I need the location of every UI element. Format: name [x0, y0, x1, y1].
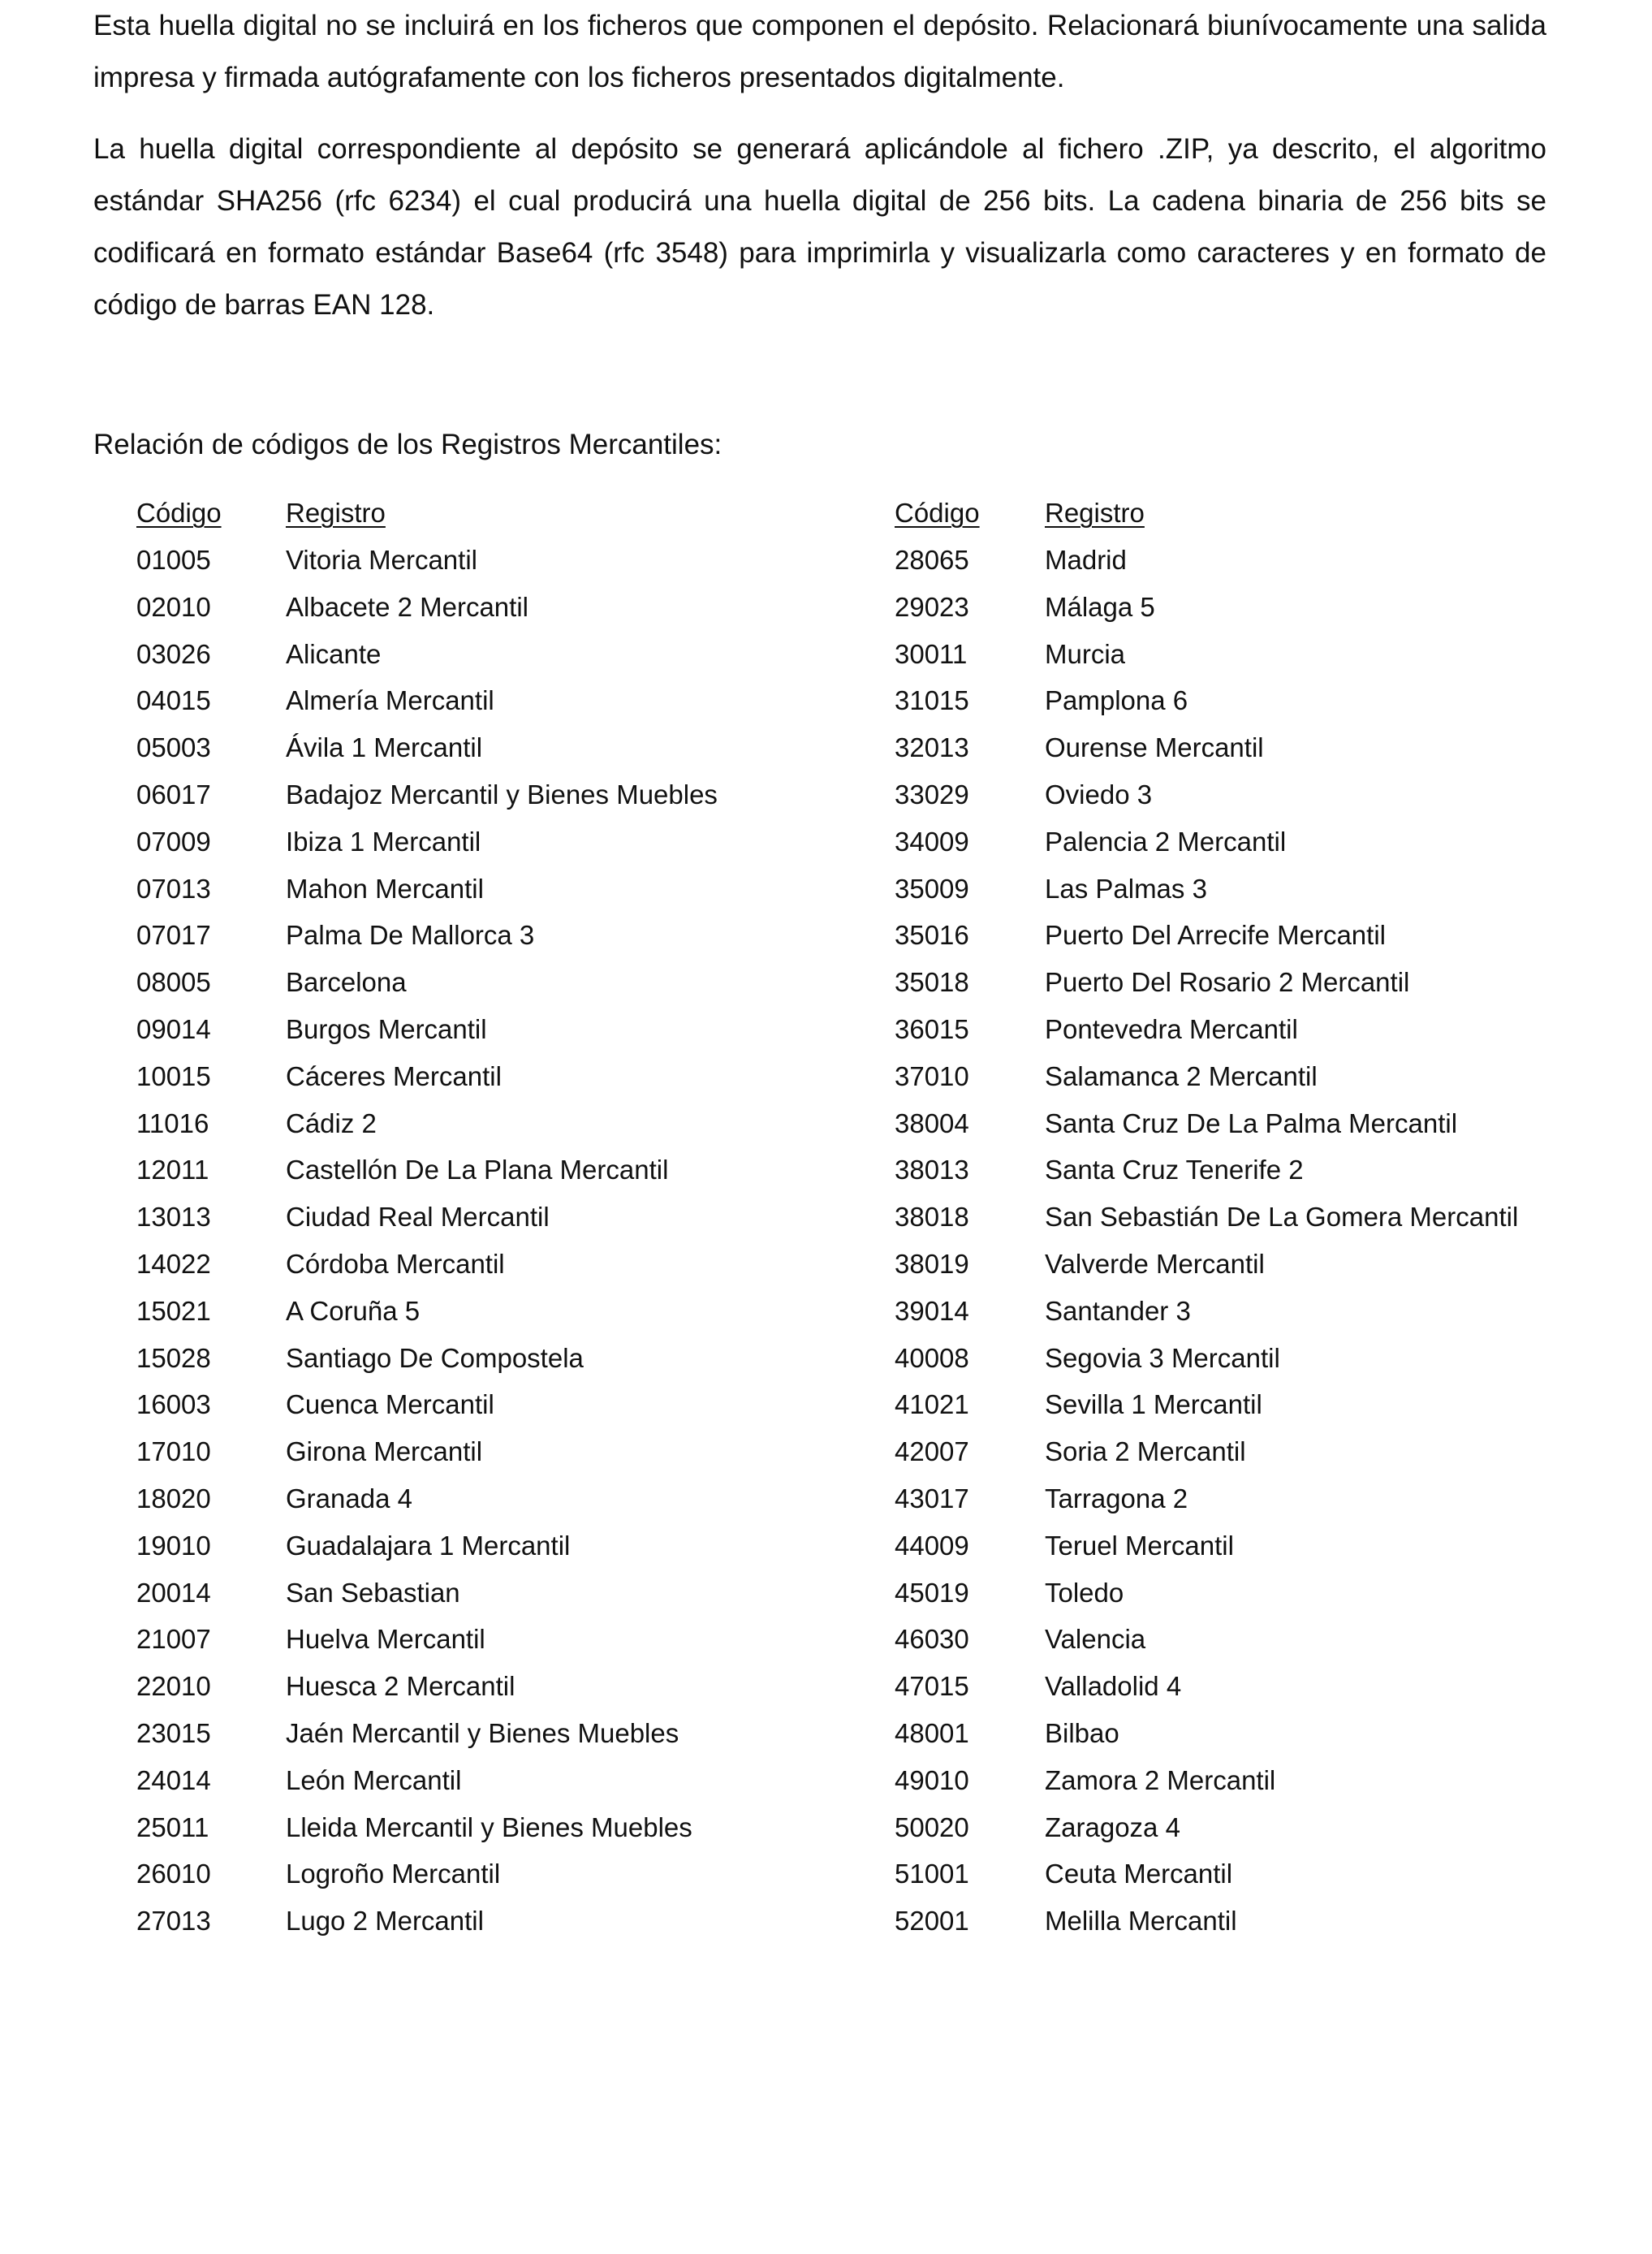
- registry-code: 08005: [136, 967, 211, 997]
- registry-name: Palencia 2 Mercantil: [1045, 827, 1287, 857]
- registry-code: 38004: [895, 1108, 969, 1138]
- registry-name: Segovia 3 Mercantil: [1045, 1343, 1280, 1373]
- registry-name: Pamplona 6: [1045, 685, 1188, 715]
- registry-code: 15028: [136, 1343, 211, 1373]
- registry-code: 33029: [895, 779, 969, 810]
- registry-name: Granada 4: [286, 1483, 412, 1513]
- section-title: Relación de códigos de los Registros Mercantiles:: [93, 429, 722, 460]
- registry-name: Las Palmas 3: [1045, 874, 1207, 904]
- registry-code: 47015: [895, 1671, 969, 1701]
- registry-code: 34009: [895, 827, 969, 857]
- registry-code: 04015: [136, 685, 211, 715]
- registry-code: 10015: [136, 1061, 211, 1091]
- registry-name: Tarragona 2: [1045, 1483, 1188, 1513]
- registry-name: Ciudad Real Mercantil: [286, 1202, 550, 1232]
- registry-code: 17010: [136, 1436, 211, 1466]
- registry-code: 06017: [136, 779, 211, 810]
- registry-name: León Mercantil: [286, 1765, 462, 1795]
- registry-code: 18020: [136, 1483, 211, 1513]
- registry-code: 40008: [895, 1343, 969, 1373]
- registry-code: 11016: [136, 1108, 209, 1138]
- registry-name: Valladolid 4: [1045, 1671, 1182, 1701]
- registry-name: Santa Cruz De La Palma Mercantil: [1045, 1108, 1458, 1138]
- registry-code: 50020: [895, 1812, 969, 1842]
- registry-name: Zaragoza 4: [1045, 1812, 1180, 1842]
- registry-code: 30011: [895, 639, 968, 669]
- registry-name: Castellón De La Plana Mercantil: [286, 1155, 669, 1185]
- registry-code: 38018: [895, 1202, 969, 1232]
- registry-code: 26010: [136, 1859, 211, 1889]
- registry-code: 20014: [136, 1578, 211, 1608]
- registry-code: 41021: [895, 1389, 969, 1419]
- registry-code: 31015: [895, 685, 969, 715]
- registry-code: 42007: [895, 1436, 969, 1466]
- registry-name: Soria 2 Mercantil: [1045, 1436, 1246, 1466]
- registry-name: Puerto Del Rosario 2 Mercantil: [1045, 967, 1410, 997]
- registry-name: Bilbao: [1045, 1718, 1119, 1748]
- registry-code: 38019: [895, 1249, 969, 1279]
- registry-name: A Coruña 5: [286, 1296, 421, 1326]
- registry-code: 07009: [136, 827, 211, 857]
- registry-name: Almería Mercantil: [286, 685, 494, 715]
- registry-name: Lugo 2 Mercantil: [286, 1906, 484, 1936]
- registry-code: 21007: [136, 1624, 211, 1654]
- registry-code: 05003: [136, 732, 211, 762]
- registry-name: Ceuta Mercantil: [1045, 1859, 1233, 1889]
- registry-code: 38013: [895, 1155, 969, 1185]
- registry-name: Pontevedra Mercantil: [1045, 1014, 1298, 1044]
- registry-name: Málaga 5: [1045, 592, 1155, 622]
- registry-name: Palma De Mallorca 3: [286, 920, 535, 950]
- registry-code: 09014: [136, 1014, 211, 1044]
- registry-code: 29023: [895, 592, 969, 622]
- registry-name: Badajoz Mercantil y Bienes Muebles: [286, 779, 718, 810]
- header-registry: Registro: [1045, 498, 1145, 528]
- registry-code: 45019: [895, 1578, 969, 1608]
- registry-code: 35016: [895, 920, 969, 950]
- registry-code: 25011: [136, 1812, 209, 1842]
- registry-code: 07017: [136, 920, 211, 950]
- registry-code: 37010: [895, 1061, 969, 1091]
- registry-code: 07013: [136, 874, 211, 904]
- registry-name: Barcelona: [286, 967, 407, 997]
- registry-code: 35018: [895, 967, 969, 997]
- registry-name: Teruel Mercantil: [1045, 1531, 1234, 1561]
- header-code: Código: [136, 498, 222, 528]
- registry-code: 24014: [136, 1765, 211, 1795]
- registry-name: Valencia: [1045, 1624, 1146, 1654]
- registry-code: 19010: [136, 1531, 211, 1561]
- header-code: Código: [895, 498, 980, 528]
- registry-code: 35009: [895, 874, 969, 904]
- registry-code: 16003: [136, 1389, 211, 1419]
- paragraph-fingerprint-note: Esta huella digital no se incluirá en los ficheros que componen el depósito. Relacionará biunívocamente una salida impresa y firmada autógrafamente con los ficheros presentados digitalmente.: [93, 10, 1546, 93]
- registry-code: 22010: [136, 1671, 211, 1701]
- registry-code: 32013: [895, 732, 969, 762]
- registry-code: 39014: [895, 1296, 969, 1326]
- registry-name: Ourense Mercantil: [1045, 732, 1264, 762]
- registry-name: Lleida Mercantil y Bienes Muebles: [286, 1812, 692, 1842]
- registry-code: 01005: [136, 545, 211, 575]
- registry-name: Cádiz 2: [286, 1108, 377, 1138]
- registry-name: Guadalajara 1 Mercantil: [286, 1531, 571, 1561]
- registry-name: Burgos Mercantil: [286, 1014, 487, 1044]
- registry-code: 43017: [895, 1483, 969, 1513]
- registry-name: Jaén Mercantil y Bienes Muebles: [286, 1718, 679, 1748]
- registry-name: Albacete 2 Mercantil: [286, 592, 528, 622]
- registry-name: San Sebastián De La Gomera Mercantil: [1045, 1202, 1519, 1232]
- registry-code: 51001: [895, 1859, 969, 1889]
- registry-name: Ibiza 1 Mercantil: [286, 827, 481, 857]
- registry-code: 23015: [136, 1718, 211, 1748]
- registry-name: Toledo: [1045, 1578, 1124, 1608]
- registry-name: Mahon Mercantil: [286, 874, 484, 904]
- registry-code: 27013: [136, 1906, 211, 1936]
- registry-name: Valverde Mercantil: [1045, 1249, 1265, 1279]
- registry-code: 44009: [895, 1531, 969, 1561]
- registry-code: 14022: [136, 1249, 211, 1279]
- registry-name: Zamora 2 Mercantil: [1045, 1765, 1276, 1795]
- registry-name: Vitoria Mercantil: [286, 545, 477, 575]
- registry-code: 48001: [895, 1718, 969, 1748]
- header-registry: Registro: [286, 498, 386, 528]
- registry-name: Huelva Mercantil: [286, 1624, 485, 1654]
- registry-name: Alicante: [286, 639, 382, 669]
- registry-name: San Sebastian: [286, 1578, 460, 1608]
- registry-name: Logroño Mercantil: [286, 1859, 501, 1889]
- registry-code: 52001: [895, 1906, 969, 1936]
- registry-name: Ávila 1 Mercantil: [286, 732, 483, 762]
- registry-code: 03026: [136, 639, 211, 669]
- registry-name: Santander 3: [1045, 1296, 1191, 1326]
- registry-code: 49010: [895, 1765, 969, 1795]
- registry-name: Huesca 2 Mercantil: [286, 1671, 515, 1701]
- registry-name: Puerto Del Arrecife Mercantil: [1045, 920, 1386, 950]
- registry-code: 02010: [136, 592, 211, 622]
- registry-code: 46030: [895, 1624, 969, 1654]
- registry-code: 28065: [895, 545, 969, 575]
- registry-name: Oviedo 3: [1045, 779, 1153, 810]
- registry-name: Melilla Mercantil: [1045, 1906, 1237, 1936]
- registry-name: Cuenca Mercantil: [286, 1389, 494, 1419]
- registry-name: Sevilla 1 Mercantil: [1045, 1389, 1262, 1419]
- registry-name: Salamanca 2 Mercantil: [1045, 1061, 1318, 1091]
- registry-name: Santiago De Compostela: [286, 1343, 584, 1373]
- registry-name: Santa Cruz Tenerife 2: [1045, 1155, 1304, 1185]
- registry-code: 13013: [136, 1202, 211, 1232]
- registry-name: Murcia: [1045, 639, 1126, 669]
- registry-code: 15021: [136, 1296, 211, 1326]
- registry-name: Córdoba Mercantil: [286, 1249, 505, 1279]
- registry-code: 12011: [136, 1155, 209, 1185]
- registry-code: 36015: [895, 1014, 969, 1044]
- registry-name: Madrid: [1045, 545, 1127, 575]
- registry-name: Cáceres Mercantil: [286, 1061, 502, 1091]
- paragraph-sha256-description: La huella digital correspondiente al depósito se generará aplicándole al fichero .ZIP, ya descrito, el algoritmo estándar SHA256 (rfc 6234) el cual producirá una huella digital de 256 bits. La cadena binaria de 256 bits se codificará en formato estándar Base64 (rfc 3548) para imprimirla y visualizarla como caracteres y en formato de código de barras EAN 128.: [93, 133, 1546, 321]
- registry-name: Girona Mercantil: [286, 1436, 483, 1466]
